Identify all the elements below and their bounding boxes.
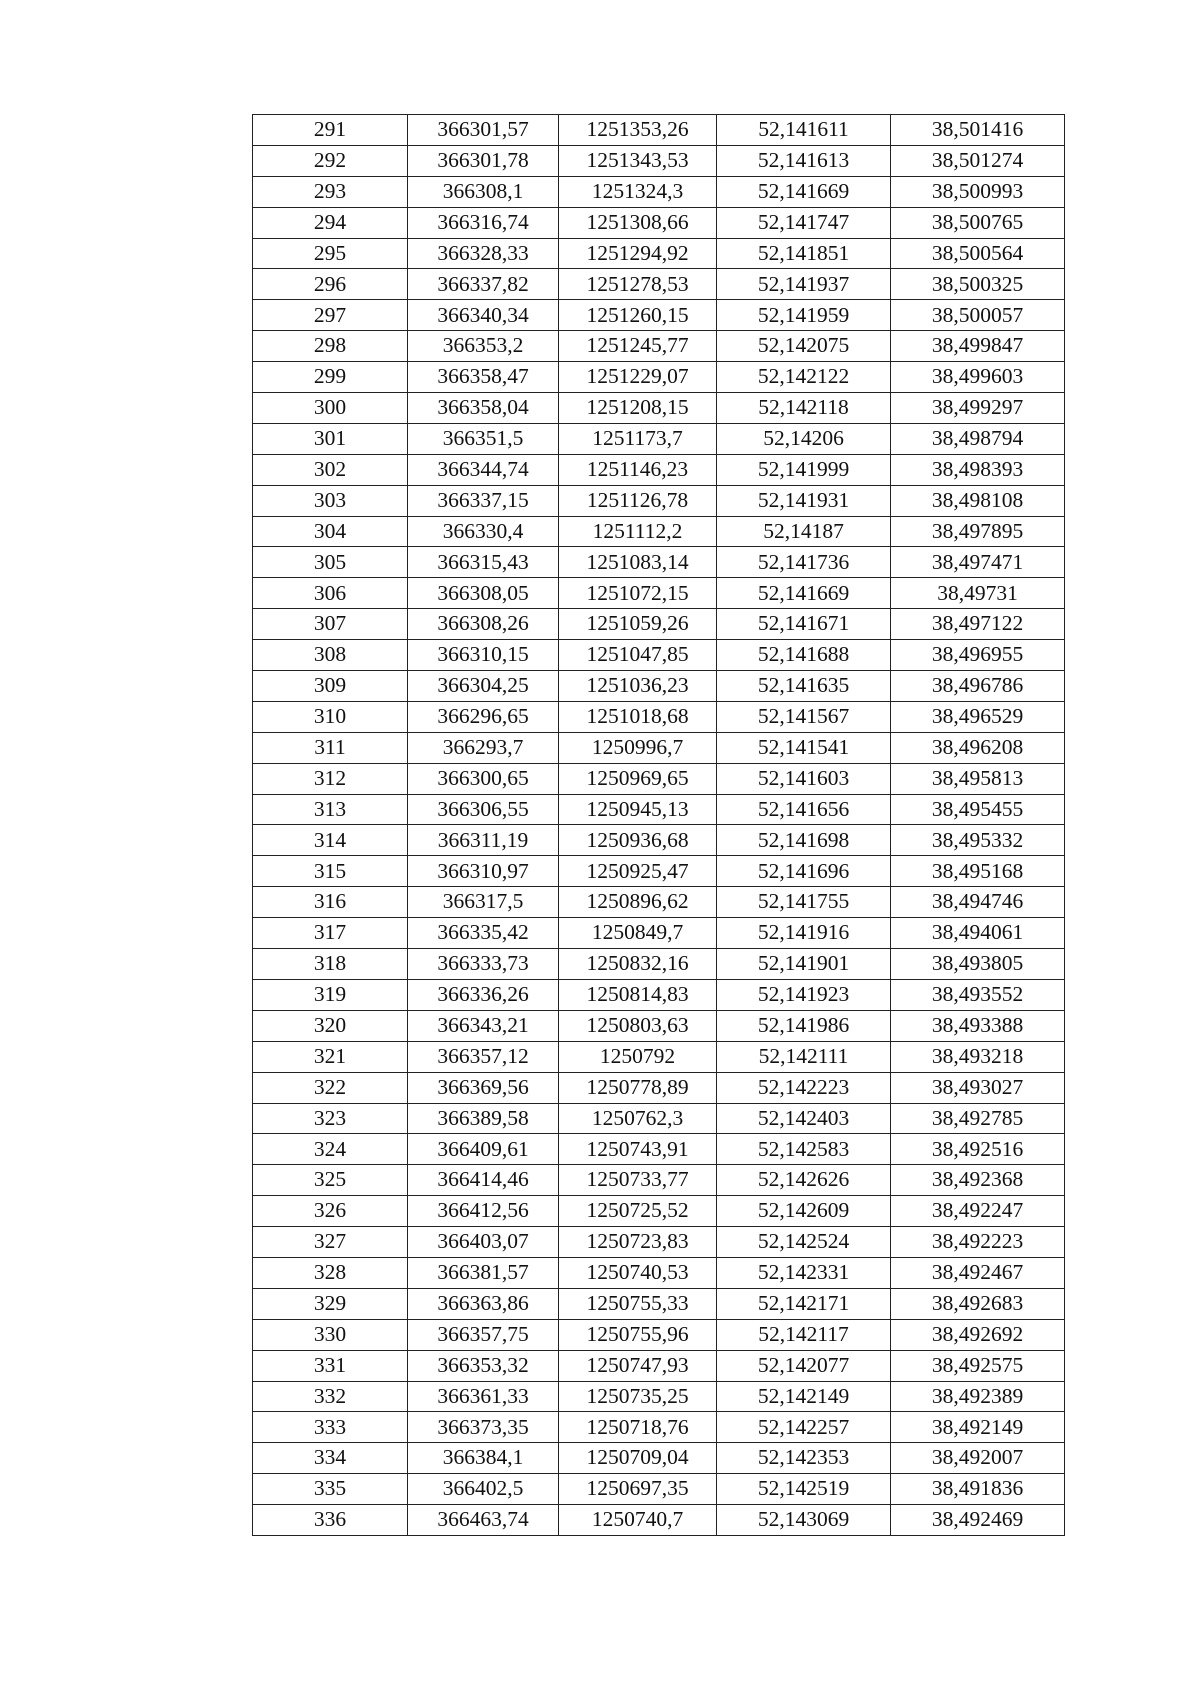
point-number-cell: 292	[253, 145, 408, 176]
table-row	[253, 794, 1065, 825]
y-coordinate-cell: 1250936,68	[559, 825, 717, 856]
longitude-cell: 38,499847	[891, 331, 1065, 362]
x-coordinate-cell: 366328,33	[408, 238, 559, 269]
x-coordinate-cell: 366358,47	[408, 362, 559, 393]
point-number-cell: 314	[253, 825, 408, 856]
longitude-cell: 38,497122	[891, 609, 1065, 640]
coordinates-table	[252, 114, 1065, 1536]
y-coordinate-cell: 1250925,47	[559, 856, 717, 887]
longitude-cell: 38,493552	[891, 979, 1065, 1010]
table-row	[253, 671, 1065, 702]
longitude-cell: 38,496786	[891, 671, 1065, 702]
latitude-cell: 52,141669	[717, 578, 891, 609]
latitude-cell: 52,141736	[717, 547, 891, 578]
table-row	[253, 1288, 1065, 1319]
table-row	[253, 115, 1065, 146]
x-coordinate-cell: 366361,33	[408, 1381, 559, 1412]
x-coordinate-cell: 366373,35	[408, 1412, 559, 1443]
table-row	[253, 393, 1065, 424]
point-number-cell: 324	[253, 1134, 408, 1165]
x-coordinate-cell: 366414,46	[408, 1165, 559, 1196]
x-coordinate-cell: 366337,82	[408, 269, 559, 300]
latitude-cell: 52,14206	[717, 423, 891, 454]
longitude-cell: 38,495332	[891, 825, 1065, 856]
x-coordinate-cell: 366384,1	[408, 1443, 559, 1474]
table-row	[253, 485, 1065, 516]
table-row	[253, 1103, 1065, 1134]
y-coordinate-cell: 1250996,7	[559, 732, 717, 763]
point-number-cell: 302	[253, 454, 408, 485]
longitude-cell: 38,493388	[891, 1010, 1065, 1041]
x-coordinate-cell: 366402,5	[408, 1474, 559, 1505]
longitude-cell: 38,492007	[891, 1443, 1065, 1474]
longitude-cell: 38,498794	[891, 423, 1065, 454]
point-number-cell: 295	[253, 238, 408, 269]
longitude-cell: 38,496529	[891, 701, 1065, 732]
point-number-cell: 336	[253, 1505, 408, 1536]
table-row	[253, 949, 1065, 980]
x-coordinate-cell: 366337,15	[408, 485, 559, 516]
latitude-cell: 52,141696	[717, 856, 891, 887]
table-row	[253, 1072, 1065, 1103]
table-row	[253, 1412, 1065, 1443]
longitude-cell: 38,492149	[891, 1412, 1065, 1443]
y-coordinate-cell: 1251308,66	[559, 207, 717, 238]
table-row	[253, 1474, 1065, 1505]
longitude-cell: 38,492516	[891, 1134, 1065, 1165]
y-coordinate-cell: 1251324,3	[559, 176, 717, 207]
point-number-cell: 291	[253, 115, 408, 146]
x-coordinate-cell: 366409,61	[408, 1134, 559, 1165]
longitude-cell: 38,494061	[891, 918, 1065, 949]
y-coordinate-cell: 1251245,77	[559, 331, 717, 362]
latitude-cell: 52,142626	[717, 1165, 891, 1196]
point-number-cell: 310	[253, 701, 408, 732]
latitude-cell: 52,141931	[717, 485, 891, 516]
latitude-cell: 52,141567	[717, 701, 891, 732]
x-coordinate-cell: 366343,21	[408, 1010, 559, 1041]
table-row	[253, 176, 1065, 207]
x-coordinate-cell: 366357,75	[408, 1319, 559, 1350]
table-row	[253, 701, 1065, 732]
longitude-cell: 38,493805	[891, 949, 1065, 980]
point-number-cell: 296	[253, 269, 408, 300]
table-row	[253, 979, 1065, 1010]
y-coordinate-cell: 1250709,04	[559, 1443, 717, 1474]
y-coordinate-cell: 1251018,68	[559, 701, 717, 732]
point-number-cell: 297	[253, 300, 408, 331]
y-coordinate-cell: 1251173,7	[559, 423, 717, 454]
table-row	[253, 207, 1065, 238]
point-number-cell: 294	[253, 207, 408, 238]
point-number-cell: 335	[253, 1474, 408, 1505]
x-coordinate-cell: 366315,43	[408, 547, 559, 578]
point-number-cell: 330	[253, 1319, 408, 1350]
point-number-cell: 323	[253, 1103, 408, 1134]
table-row	[253, 1041, 1065, 1072]
y-coordinate-cell: 1250792	[559, 1041, 717, 1072]
point-number-cell: 322	[253, 1072, 408, 1103]
x-coordinate-cell: 366330,4	[408, 516, 559, 547]
y-coordinate-cell: 1250896,62	[559, 887, 717, 918]
y-coordinate-cell: 1250945,13	[559, 794, 717, 825]
x-coordinate-cell: 366463,74	[408, 1505, 559, 1536]
x-coordinate-cell: 366306,55	[408, 794, 559, 825]
y-coordinate-cell: 1250740,53	[559, 1257, 717, 1288]
y-coordinate-cell: 1251208,15	[559, 393, 717, 424]
table-row	[253, 1350, 1065, 1381]
y-coordinate-cell: 1251036,23	[559, 671, 717, 702]
x-coordinate-cell: 366412,56	[408, 1196, 559, 1227]
latitude-cell: 52,141937	[717, 269, 891, 300]
y-coordinate-cell: 1250803,63	[559, 1010, 717, 1041]
x-coordinate-cell: 366311,19	[408, 825, 559, 856]
x-coordinate-cell: 366358,04	[408, 393, 559, 424]
longitude-cell: 38,501416	[891, 115, 1065, 146]
table-row	[253, 1443, 1065, 1474]
y-coordinate-cell: 1251072,15	[559, 578, 717, 609]
x-coordinate-cell: 366333,73	[408, 949, 559, 980]
point-number-cell: 331	[253, 1350, 408, 1381]
longitude-cell: 38,495168	[891, 856, 1065, 887]
x-coordinate-cell: 366293,7	[408, 732, 559, 763]
x-coordinate-cell: 366301,78	[408, 145, 559, 176]
point-number-cell: 321	[253, 1041, 408, 1072]
y-coordinate-cell: 1250755,33	[559, 1288, 717, 1319]
table-row	[253, 1505, 1065, 1536]
table-row	[253, 547, 1065, 578]
latitude-cell: 52,141755	[717, 887, 891, 918]
y-coordinate-cell: 1251047,85	[559, 640, 717, 671]
point-number-cell: 329	[253, 1288, 408, 1319]
x-coordinate-cell: 366301,57	[408, 115, 559, 146]
y-coordinate-cell: 1250778,89	[559, 1072, 717, 1103]
longitude-cell: 38,500765	[891, 207, 1065, 238]
latitude-cell: 52,142117	[717, 1319, 891, 1350]
point-number-cell: 318	[253, 949, 408, 980]
x-coordinate-cell: 366363,86	[408, 1288, 559, 1319]
x-coordinate-cell: 366353,2	[408, 331, 559, 362]
latitude-cell: 52,142353	[717, 1443, 891, 1474]
y-coordinate-cell: 1250718,76	[559, 1412, 717, 1443]
latitude-cell: 52,141999	[717, 454, 891, 485]
point-number-cell: 299	[253, 362, 408, 393]
latitude-cell: 52,142118	[717, 393, 891, 424]
x-coordinate-cell: 366317,5	[408, 887, 559, 918]
point-number-cell: 325	[253, 1165, 408, 1196]
latitude-cell: 52,142524	[717, 1227, 891, 1258]
x-coordinate-cell: 366310,97	[408, 856, 559, 887]
latitude-cell: 52,143069	[717, 1505, 891, 1536]
latitude-cell: 52,142111	[717, 1041, 891, 1072]
point-number-cell: 301	[253, 423, 408, 454]
point-number-cell: 326	[253, 1196, 408, 1227]
y-coordinate-cell: 1251353,26	[559, 115, 717, 146]
table-row	[253, 609, 1065, 640]
y-coordinate-cell: 1251112,2	[559, 516, 717, 547]
x-coordinate-cell: 366316,74	[408, 207, 559, 238]
point-number-cell: 308	[253, 640, 408, 671]
x-coordinate-cell: 366308,1	[408, 176, 559, 207]
x-coordinate-cell: 366369,56	[408, 1072, 559, 1103]
x-coordinate-cell: 366304,25	[408, 671, 559, 702]
table-row	[253, 300, 1065, 331]
point-number-cell: 332	[253, 1381, 408, 1412]
table-row	[253, 640, 1065, 671]
y-coordinate-cell: 1251059,26	[559, 609, 717, 640]
longitude-cell: 38,500993	[891, 176, 1065, 207]
table-row	[253, 145, 1065, 176]
point-number-cell: 293	[253, 176, 408, 207]
table-row	[253, 1257, 1065, 1288]
table-row	[253, 269, 1065, 300]
y-coordinate-cell: 1250743,91	[559, 1134, 717, 1165]
x-coordinate-cell: 366335,42	[408, 918, 559, 949]
latitude-cell: 52,141671	[717, 609, 891, 640]
latitude-cell: 52,142331	[717, 1257, 891, 1288]
y-coordinate-cell: 1251294,92	[559, 238, 717, 269]
x-coordinate-cell: 366336,26	[408, 979, 559, 1010]
table-row	[253, 887, 1065, 918]
y-coordinate-cell: 1250814,83	[559, 979, 717, 1010]
y-coordinate-cell: 1251126,78	[559, 485, 717, 516]
longitude-cell: 38,495813	[891, 763, 1065, 794]
x-coordinate-cell: 366344,74	[408, 454, 559, 485]
latitude-cell: 52,141851	[717, 238, 891, 269]
latitude-cell: 52,142122	[717, 362, 891, 393]
point-number-cell: 334	[253, 1443, 408, 1474]
point-number-cell: 303	[253, 485, 408, 516]
point-number-cell: 317	[253, 918, 408, 949]
table-row	[253, 331, 1065, 362]
x-coordinate-cell: 366296,65	[408, 701, 559, 732]
x-coordinate-cell: 366403,07	[408, 1227, 559, 1258]
longitude-cell: 38,492467	[891, 1257, 1065, 1288]
latitude-cell: 52,141688	[717, 640, 891, 671]
point-number-cell: 306	[253, 578, 408, 609]
table-row	[253, 362, 1065, 393]
y-coordinate-cell: 1250697,35	[559, 1474, 717, 1505]
longitude-cell: 38,499603	[891, 362, 1065, 393]
x-coordinate-cell: 366389,58	[408, 1103, 559, 1134]
longitude-cell: 38,493027	[891, 1072, 1065, 1103]
latitude-cell: 52,142075	[717, 331, 891, 362]
longitude-cell: 38,492785	[891, 1103, 1065, 1134]
latitude-cell: 52,142077	[717, 1350, 891, 1381]
point-number-cell: 313	[253, 794, 408, 825]
table-row	[253, 238, 1065, 269]
latitude-cell: 52,141603	[717, 763, 891, 794]
y-coordinate-cell: 1250832,16	[559, 949, 717, 980]
point-number-cell: 328	[253, 1257, 408, 1288]
y-coordinate-cell: 1251083,14	[559, 547, 717, 578]
x-coordinate-cell: 366351,5	[408, 423, 559, 454]
table-row	[253, 1134, 1065, 1165]
table-row	[253, 763, 1065, 794]
y-coordinate-cell: 1251260,15	[559, 300, 717, 331]
latitude-cell: 52,141541	[717, 732, 891, 763]
longitude-cell: 38,492692	[891, 1319, 1065, 1350]
y-coordinate-cell: 1250969,65	[559, 763, 717, 794]
longitude-cell: 38,492469	[891, 1505, 1065, 1536]
y-coordinate-cell: 1251278,53	[559, 269, 717, 300]
point-number-cell: 327	[253, 1227, 408, 1258]
longitude-cell: 38,492247	[891, 1196, 1065, 1227]
y-coordinate-cell: 1250740,7	[559, 1505, 717, 1536]
x-coordinate-cell: 366300,65	[408, 763, 559, 794]
x-coordinate-cell: 366308,26	[408, 609, 559, 640]
point-number-cell: 333	[253, 1412, 408, 1443]
point-number-cell: 300	[253, 393, 408, 424]
longitude-cell: 38,491836	[891, 1474, 1065, 1505]
longitude-cell: 38,496208	[891, 732, 1065, 763]
point-number-cell: 320	[253, 1010, 408, 1041]
point-number-cell: 304	[253, 516, 408, 547]
y-coordinate-cell: 1251343,53	[559, 145, 717, 176]
latitude-cell: 52,141986	[717, 1010, 891, 1041]
longitude-cell: 38,497471	[891, 547, 1065, 578]
longitude-cell: 38,495455	[891, 794, 1065, 825]
latitude-cell: 52,14187	[717, 516, 891, 547]
y-coordinate-cell: 1250849,7	[559, 918, 717, 949]
longitude-cell: 38,501274	[891, 145, 1065, 176]
point-number-cell: 315	[253, 856, 408, 887]
latitude-cell: 52,142583	[717, 1134, 891, 1165]
point-number-cell: 309	[253, 671, 408, 702]
y-coordinate-cell: 1250762,3	[559, 1103, 717, 1134]
table-row	[253, 1319, 1065, 1350]
longitude-cell: 38,492683	[891, 1288, 1065, 1319]
table-row	[253, 423, 1065, 454]
y-coordinate-cell: 1250747,93	[559, 1350, 717, 1381]
table-row	[253, 1381, 1065, 1412]
longitude-cell: 38,499297	[891, 393, 1065, 424]
point-number-cell: 307	[253, 609, 408, 640]
latitude-cell: 52,142403	[717, 1103, 891, 1134]
point-number-cell: 305	[253, 547, 408, 578]
coordinates-table-body	[253, 115, 1065, 1536]
point-number-cell: 298	[253, 331, 408, 362]
latitude-cell: 52,141611	[717, 115, 891, 146]
table-row	[253, 516, 1065, 547]
latitude-cell: 52,141613	[717, 145, 891, 176]
longitude-cell: 38,498108	[891, 485, 1065, 516]
latitude-cell: 52,141635	[717, 671, 891, 702]
point-number-cell: 311	[253, 732, 408, 763]
longitude-cell: 38,492223	[891, 1227, 1065, 1258]
table-row	[253, 1227, 1065, 1258]
y-coordinate-cell: 1250725,52	[559, 1196, 717, 1227]
longitude-cell: 38,500564	[891, 238, 1065, 269]
y-coordinate-cell: 1251146,23	[559, 454, 717, 485]
longitude-cell: 38,500325	[891, 269, 1065, 300]
latitude-cell: 52,142257	[717, 1412, 891, 1443]
latitude-cell: 52,141656	[717, 794, 891, 825]
table-row	[253, 454, 1065, 485]
latitude-cell: 52,141669	[717, 176, 891, 207]
longitude-cell: 38,492368	[891, 1165, 1065, 1196]
longitude-cell: 38,498393	[891, 454, 1065, 485]
point-number-cell: 319	[253, 979, 408, 1010]
latitude-cell: 52,141747	[717, 207, 891, 238]
table-row	[253, 825, 1065, 856]
latitude-cell: 52,142223	[717, 1072, 891, 1103]
latitude-cell: 52,142609	[717, 1196, 891, 1227]
latitude-cell: 52,141923	[717, 979, 891, 1010]
x-coordinate-cell: 366353,32	[408, 1350, 559, 1381]
longitude-cell: 38,492575	[891, 1350, 1065, 1381]
y-coordinate-cell: 1250735,25	[559, 1381, 717, 1412]
latitude-cell: 52,142171	[717, 1288, 891, 1319]
latitude-cell: 52,141916	[717, 918, 891, 949]
x-coordinate-cell: 366340,34	[408, 300, 559, 331]
longitude-cell: 38,49731	[891, 578, 1065, 609]
y-coordinate-cell: 1250733,77	[559, 1165, 717, 1196]
latitude-cell: 52,141901	[717, 949, 891, 980]
longitude-cell: 38,500057	[891, 300, 1065, 331]
x-coordinate-cell: 366357,12	[408, 1041, 559, 1072]
x-coordinate-cell: 366308,05	[408, 578, 559, 609]
longitude-cell: 38,492389	[891, 1381, 1065, 1412]
table-row	[253, 732, 1065, 763]
longitude-cell: 38,496955	[891, 640, 1065, 671]
x-coordinate-cell: 366310,15	[408, 640, 559, 671]
table-row	[253, 578, 1065, 609]
longitude-cell: 38,494746	[891, 887, 1065, 918]
table-row	[253, 1010, 1065, 1041]
table-row	[253, 918, 1065, 949]
table-row	[253, 1165, 1065, 1196]
y-coordinate-cell: 1250723,83	[559, 1227, 717, 1258]
table-row	[253, 1196, 1065, 1227]
latitude-cell: 52,142519	[717, 1474, 891, 1505]
latitude-cell: 52,141698	[717, 825, 891, 856]
y-coordinate-cell: 1250755,96	[559, 1319, 717, 1350]
latitude-cell: 52,142149	[717, 1381, 891, 1412]
point-number-cell: 316	[253, 887, 408, 918]
longitude-cell: 38,493218	[891, 1041, 1065, 1072]
x-coordinate-cell: 366381,57	[408, 1257, 559, 1288]
y-coordinate-cell: 1251229,07	[559, 362, 717, 393]
latitude-cell: 52,141959	[717, 300, 891, 331]
longitude-cell: 38,497895	[891, 516, 1065, 547]
table-row	[253, 856, 1065, 887]
point-number-cell: 312	[253, 763, 408, 794]
